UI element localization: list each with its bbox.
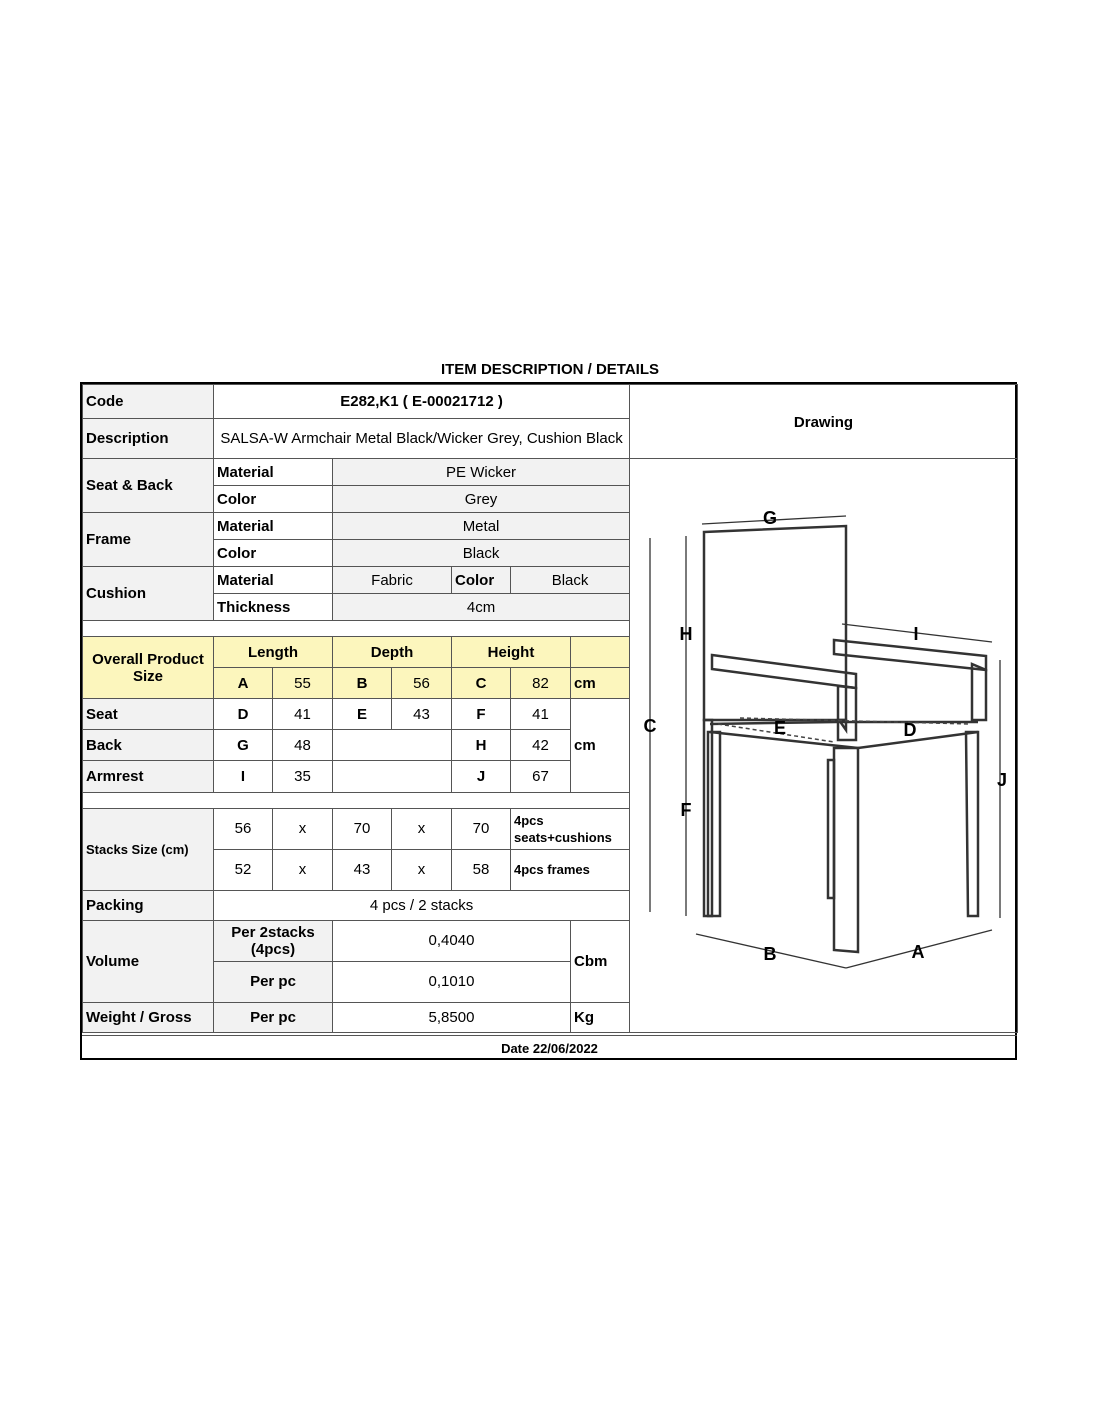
- value-a: 55: [273, 668, 333, 699]
- key-g: G: [214, 730, 273, 761]
- drawing-label: Drawing: [793, 414, 854, 431]
- key-i: I: [214, 761, 273, 792]
- chair-dimension-drawing: [630, 460, 1017, 1033]
- front-left-inner: [828, 760, 834, 898]
- dim-a: A: [911, 942, 925, 962]
- value-b: 56: [392, 668, 452, 699]
- stack2-height: 58: [452, 849, 511, 890]
- spacer-row: [83, 792, 630, 808]
- key-a: A: [214, 668, 273, 699]
- key-f: F: [452, 699, 511, 730]
- dims-unit: cm: [571, 699, 630, 792]
- weight-per-pc-label: Per pc: [214, 1002, 333, 1032]
- volume-per-pc-label: Per pc: [214, 961, 333, 1002]
- stack1-x2: x: [392, 808, 452, 849]
- value-j: 67: [511, 761, 571, 792]
- frame-color-label: Color: [214, 540, 333, 567]
- height-label: Height: [452, 637, 571, 668]
- overall-size-label: Overall Product Size: [83, 637, 214, 699]
- seat-back-material: PE Wicker: [333, 459, 630, 486]
- description-label: Description: [83, 419, 214, 459]
- volume-unit: Cbm: [571, 920, 630, 1002]
- dim-j: J: [996, 770, 1008, 790]
- dim-g: G: [762, 508, 778, 528]
- stack1-note: 4pcs seats+cushions: [511, 808, 630, 849]
- dim-h: H: [679, 624, 693, 644]
- value-h: 42: [511, 730, 571, 761]
- frame-color: Black: [333, 540, 630, 567]
- key-c: C: [452, 668, 511, 699]
- left-leg-front: [708, 732, 720, 916]
- right-armrest: [834, 640, 986, 670]
- code-value: E282,K1 ( E-00021712 ): [214, 385, 630, 419]
- dim-i: I: [913, 624, 919, 644]
- frame-label: Frame: [83, 513, 214, 567]
- volume-label: Volume: [83, 920, 214, 1002]
- depth-label: Depth: [333, 637, 452, 668]
- seat-back-color: Grey: [333, 486, 630, 513]
- volume-per-pc: 0,1010: [333, 961, 571, 1002]
- cushion-thickness: 4cm: [333, 594, 630, 621]
- dim-b: B: [763, 944, 777, 964]
- frame-material-label: Material: [214, 513, 333, 540]
- stack1-depth: 70: [333, 808, 392, 849]
- backrest-shape: [704, 526, 846, 720]
- weight-value: 5,8500: [333, 1002, 571, 1032]
- weight-label: Weight / Gross: [83, 1002, 214, 1032]
- cushion-material: Fabric: [333, 567, 452, 594]
- overall-unit: cm: [571, 668, 630, 699]
- stack2-width: 52: [214, 849, 273, 890]
- front-right-leg: [966, 732, 978, 916]
- seat-label: Seat: [83, 699, 214, 730]
- key-b: B: [333, 668, 392, 699]
- stack1-height: 70: [452, 808, 511, 849]
- armrest-label: Armrest: [83, 761, 214, 792]
- weight-unit: Kg: [571, 1002, 630, 1032]
- volume-per-stacks: 0,4040: [333, 920, 571, 961]
- item-details-sheet: [80, 382, 1017, 1060]
- stack1-x1: x: [273, 808, 333, 849]
- left-armrest: [712, 655, 856, 688]
- stack2-x2: x: [392, 849, 452, 890]
- volume-per-stacks-label: Per 2stacks (4pcs): [214, 920, 333, 961]
- cushion-material-label: Material: [214, 567, 333, 594]
- code-label: Code: [83, 385, 214, 419]
- dim-e: E: [773, 718, 787, 738]
- stack1-width: 56: [214, 808, 273, 849]
- overall-unit-blank: [571, 637, 630, 668]
- key-d: D: [214, 699, 273, 730]
- dim-d: D: [903, 720, 917, 740]
- value-g: 48: [273, 730, 333, 761]
- stacks-size-label: Stacks Size (cm): [83, 808, 214, 890]
- value-f: 41: [511, 699, 571, 730]
- value-e: 43: [392, 699, 452, 730]
- sheet-title: ITEM DESCRIPTION / DETAILS: [440, 361, 660, 378]
- key-j: J: [452, 761, 511, 792]
- stack2-note: 4pcs frames: [511, 849, 630, 890]
- seat-back-color-label: Color: [214, 486, 333, 513]
- stack2-depth: 43: [333, 849, 392, 890]
- spacer-row: [83, 621, 630, 637]
- value-d: 41: [273, 699, 333, 730]
- dim-c: C: [643, 716, 657, 736]
- armrest-blank: [333, 761, 452, 792]
- front-left-leg: [834, 748, 858, 952]
- date-footer: Date 22/06/2022: [82, 1035, 1017, 1060]
- cushion-thickness-label: Thickness: [214, 594, 333, 621]
- right-armrest-post: [972, 664, 986, 720]
- key-h: H: [452, 730, 511, 761]
- description-value: SALSA-W Armchair Metal Black/Wicker Grey, Cushion Black: [214, 419, 630, 459]
- value-i: 35: [273, 761, 333, 792]
- stack2-x1: x: [273, 849, 333, 890]
- seat-back-label: Seat & Back: [83, 459, 214, 513]
- key-e: E: [333, 699, 392, 730]
- packing-label: Packing: [83, 890, 214, 920]
- cushion-label: Cushion: [83, 567, 214, 621]
- packing-value: 4 pcs / 2 stacks: [214, 890, 630, 920]
- frame-material: Metal: [333, 513, 630, 540]
- back-label: Back: [83, 730, 214, 761]
- value-c: 82: [511, 668, 571, 699]
- cushion-color: Black: [511, 567, 630, 594]
- length-label: Length: [214, 637, 333, 668]
- cushion-color-label: Color: [452, 567, 511, 594]
- dim-f: F: [680, 800, 692, 820]
- back-blank: [333, 730, 452, 761]
- seat-back-material-label: Material: [214, 459, 333, 486]
